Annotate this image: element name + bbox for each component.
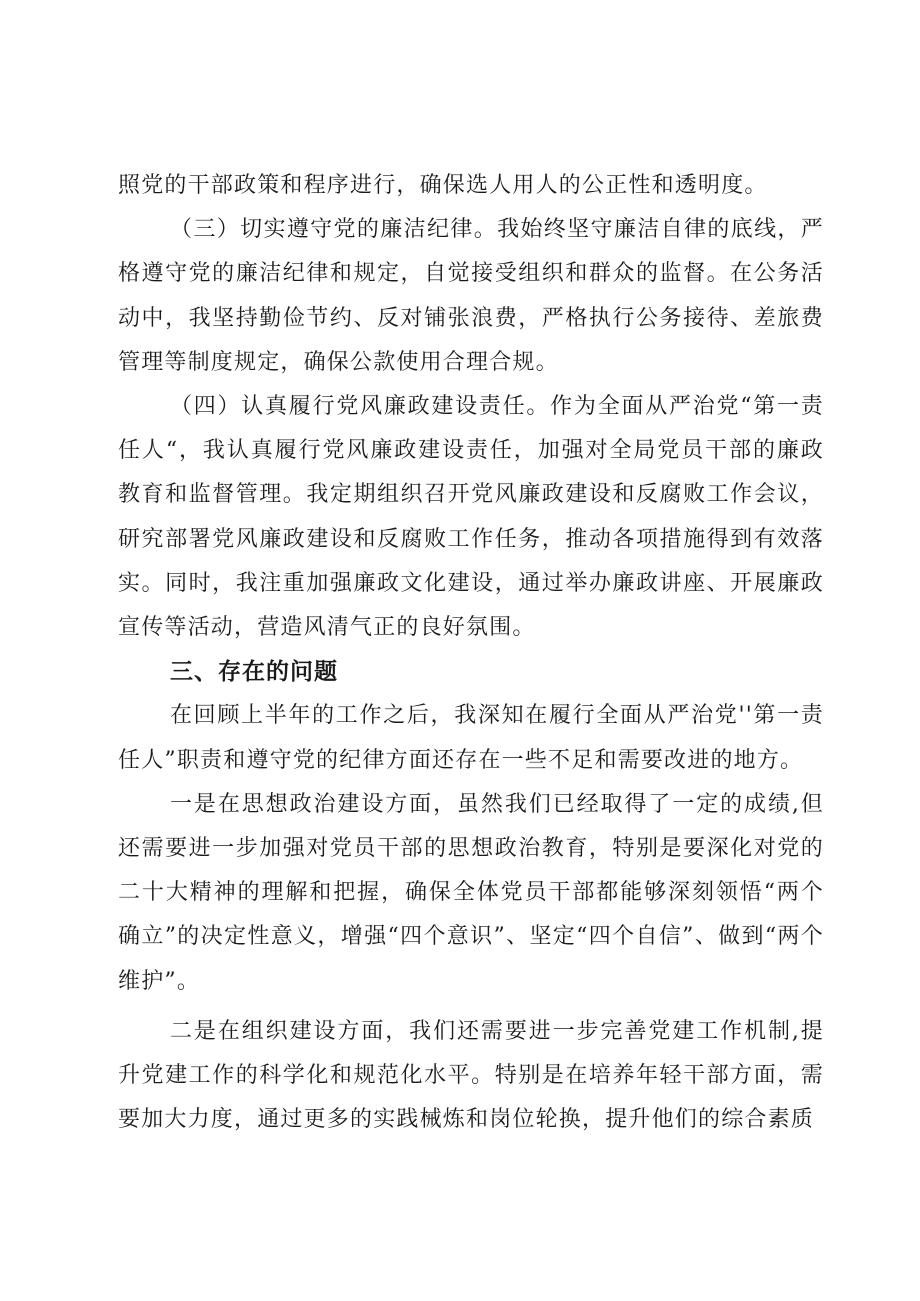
paragraph-review-intro: 在回顾上半年的工作之后，我深知在履行全面从严治党''第一责任人”职责和遵守党的纪律方面还存在一些不足和需要改进的地方。: [118, 703, 824, 773]
paragraph-organizational-building: 二是在组织建设方面，我们还需要进一步完善党建工作机制,提升党建工作的科学化和规范化水平。特别是在培养年轻干部方面，需要加大力度，通过更多的实践械炼和岗位轮换，提升他们的综合素质: [118, 1018, 824, 1133]
paragraph-party-conduct-responsibility: （四）认真履行党风廉政建设责任。作为全面从严治党“第一责任人“，我认真履行党风廉政建设责任，加强对全局党员干部的廉政教育和监督管理。我定期组织召开党风廉政建设和反腐败工作会议，研究部署党风廉政建设和反腐败工作任务，推动各项措施得到有效落实。同时，我注重加强廉政文化建设，通过举办廉政讲座、开展廉政宣传等活动，营造风清气正的良好氛围。: [118, 394, 824, 641]
paragraph-integrity-discipline: （三）切实遵守党的廉洁纪律。我始终坚守廉洁自律的底线，严格遵守党的廉洁纪律和规定，自觉接受组织和群众的监督。在公务活动中，我坚持勤俭节约、反对铺张浪费，严格执行公务接待、差旅费管理等制度规定，确保公款使用合理合规。: [118, 217, 824, 375]
document-body: [118, 164, 824, 1142]
paragraph-ideological-building: 一是在思想政治建设方面，虽然我们已经取得了一定的成绩,但还需要进一步加强对党员干部的思想政治教育，特别是要深化对党的二十大精神的理解和把握，确保全体党员干部都能够深刻领悟“两个确立”的决定性意义，增强“四个意识”、坚定“四个自信”、做到“两个维护”。: [118, 791, 824, 994]
section-heading-existing-problems: 三、存在的问题: [170, 659, 338, 686]
paragraph-continuation: 照党的干部政策和程序进行，确保选人用人的公正性和透明度。: [118, 173, 768, 198]
